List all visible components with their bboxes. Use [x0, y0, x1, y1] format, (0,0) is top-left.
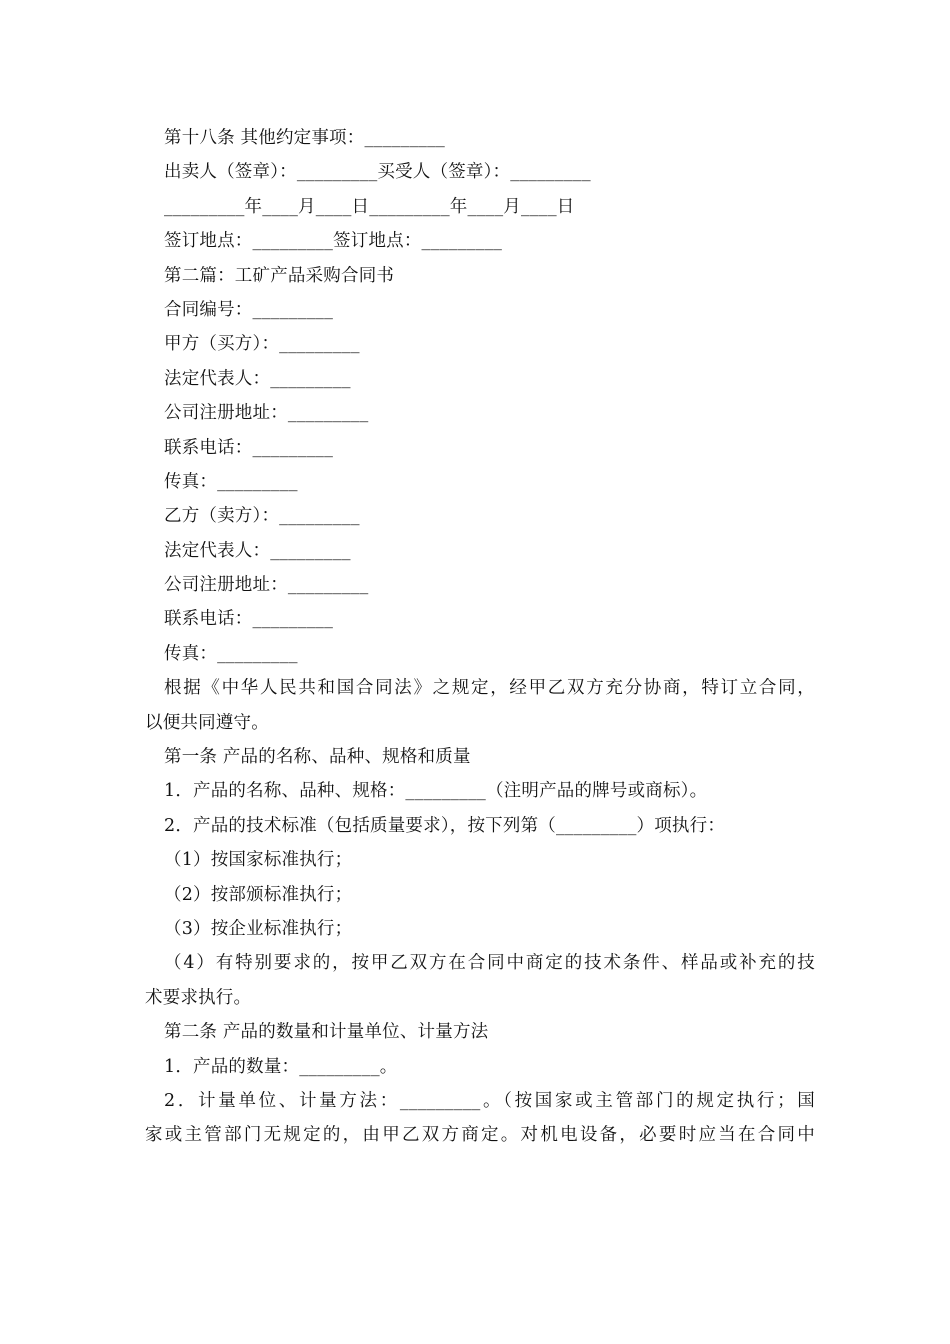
- party-a-representative-line: 法定代表人：_________: [164, 368, 351, 389]
- article-1-option-4: [145, 946, 815, 1015]
- party-b-fax-line: 传真：_________: [164, 643, 298, 664]
- article-1-option-4-line-1: （4）有特别要求的，按甲乙双方在合同中商定的技术条件、样品或补充的技: [164, 953, 815, 974]
- article-2-item-2-line-1: 2．计量单位、计量方法：_________。（按国家或主管部门的规定执行；国: [164, 1091, 815, 1111]
- contract-number-line: 合同编号：_________: [164, 299, 334, 320]
- article-1-option-2: （2）按部颁标准执行；: [164, 884, 353, 905]
- legal-basis-line-2: 以便共同遵守。: [145, 712, 269, 733]
- article-2-item-1: 1．产品的数量：_________。: [164, 1056, 398, 1077]
- article-18-line: 第十八条 其他约定事项：_________: [164, 128, 446, 148]
- article-1-option-1: （1）按国家标准执行；: [164, 850, 353, 871]
- party-b-phone-line: 联系电话：_________: [164, 609, 334, 630]
- party-b-address-line: 公司注册地址：_________: [164, 575, 369, 596]
- legal-basis-line-1: 根据《中华人民共和国合同法》之规定，经甲乙双方充分协商，特订立合同，: [164, 678, 815, 699]
- party-a-fax-line: 传真：_________: [164, 471, 298, 492]
- article-1-option-4-line-2: 术要求执行。: [145, 987, 252, 1008]
- party-b-representative-line: 法定代表人：_________: [164, 540, 351, 561]
- document-page: [145, 121, 815, 1153]
- article-1-title: 第一条 产品的名称、品种、规格和质量: [164, 747, 471, 768]
- party-a-line: 甲方（买方）：_________: [164, 334, 360, 355]
- article-2-item-2-line-2: 家或主管部门无规定的，由甲乙双方商定。对机电设备，必要时应当在合同中: [145, 1125, 815, 1146]
- article-1-option-3: （3）按企业标准执行；: [164, 919, 353, 940]
- article-1-item-2: 2．产品的技术标准（包括质量要求），按下列第（_________）项执行：: [164, 815, 726, 836]
- article-1-item-1: 1．产品的名称、品种、规格：_________（注明产品的牌号或商标）。: [164, 781, 708, 802]
- legal-basis-paragraph: [145, 671, 815, 740]
- section-title: 第二篇：工矿产品采购合同书: [164, 265, 395, 286]
- party-b-line: 乙方（卖方）：_________: [164, 506, 360, 527]
- article-2-title: 第二条 产品的数量和计量单位、计量方法: [164, 1022, 489, 1043]
- party-a-phone-line: 联系电话：_________: [164, 437, 334, 458]
- signing-date-line: _________年____月____日_________年____月____日: [164, 196, 575, 217]
- signing-place-line: 签订地点：_________签订地点：_________: [164, 231, 503, 252]
- seller-buyer-signature-line: 出卖人（签章）：_________买受人（签章）：_________: [164, 162, 591, 183]
- party-a-address-line: 公司注册地址：_________: [164, 403, 369, 424]
- article-2-item-2: [145, 1084, 815, 1153]
